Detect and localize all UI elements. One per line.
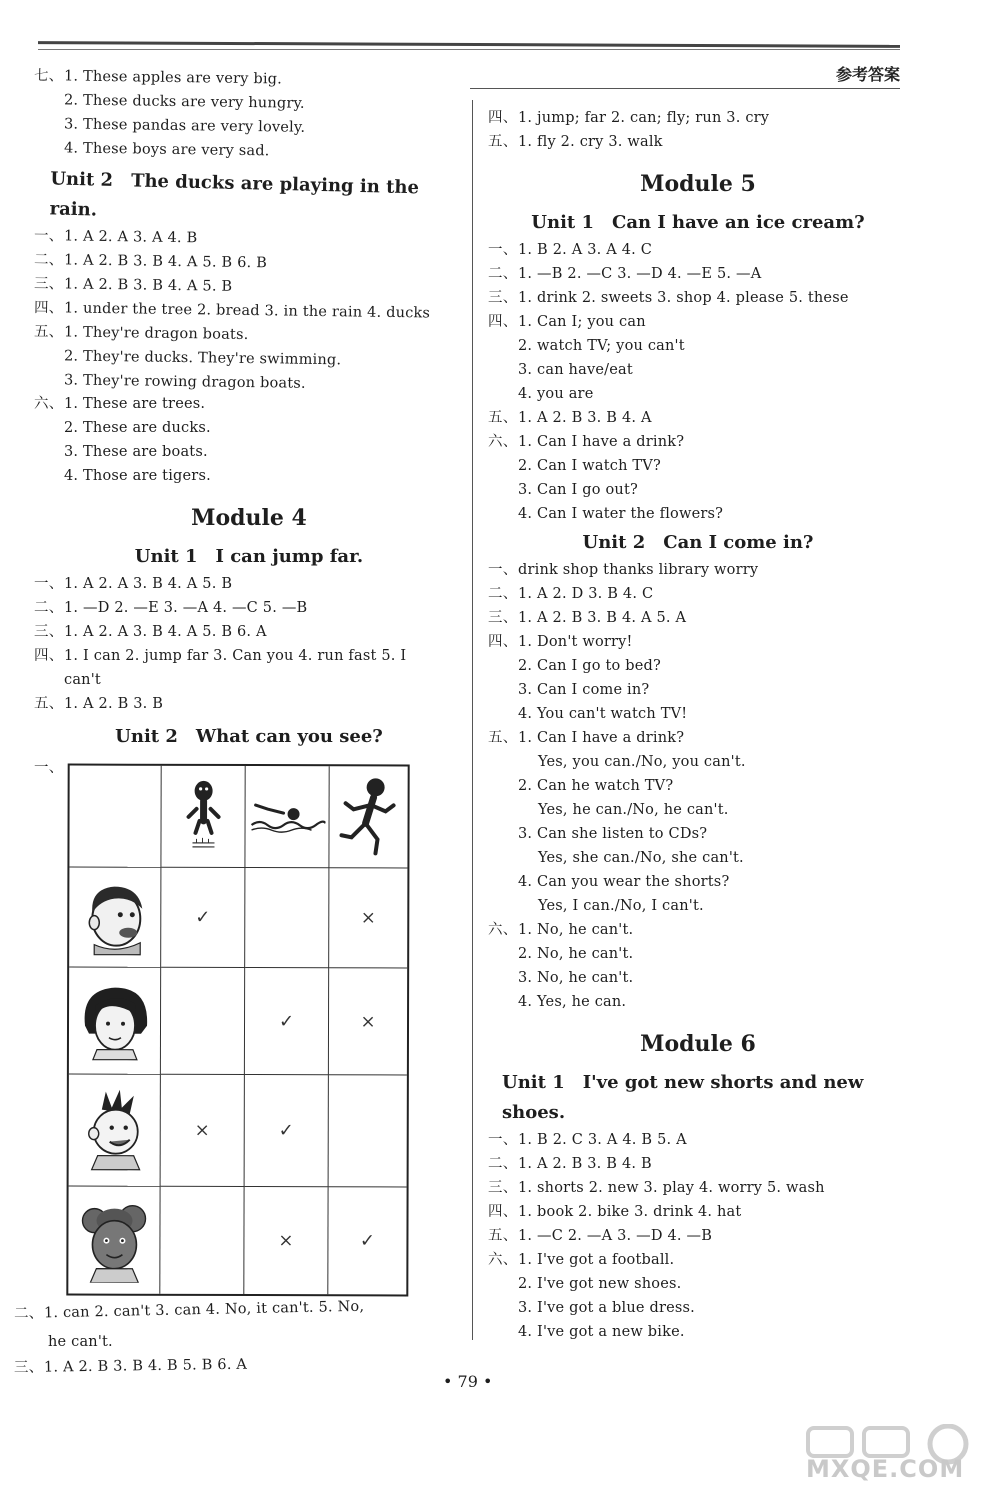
answer-line: 三、1. A 2. B 3. B 4. B 5. B 6. A bbox=[13, 1356, 248, 1376]
run-icon bbox=[329, 766, 407, 868]
answer-line: 五、1. They're dragon boats. bbox=[33, 324, 249, 343]
header-underline bbox=[470, 88, 900, 89]
answer-line: 4. Yes, he can. bbox=[518, 994, 627, 1010]
header-rule-thick bbox=[38, 41, 900, 48]
answer-line: 一、1. A 2. A 3. B 4. A 5. B bbox=[34, 576, 233, 592]
answer-line: 六、1. I've got a football. bbox=[488, 1252, 675, 1268]
answer-line: 二、1. can 2. can't 3. can 4. No, it can't. 5. No, bbox=[13, 1298, 365, 1322]
answer-line: 四、1. Don't worry! bbox=[488, 634, 633, 650]
answer-line: 四、1. book 2. bike 3. drink 4. hat bbox=[488, 1204, 742, 1220]
answer-line: can't bbox=[64, 672, 101, 688]
answer-line: 一、1. B 2. C 3. A 4. B 5. A bbox=[488, 1132, 687, 1148]
table-cell: × bbox=[329, 868, 407, 968]
bun-girl-avatar bbox=[68, 1187, 160, 1294]
answer-line: 三、1. A 2. B 3. B 4. A 5. A bbox=[488, 610, 687, 626]
answer-line: 五、1. Can I have a drink? bbox=[488, 730, 685, 746]
column-divider bbox=[472, 100, 473, 1340]
table-cell bbox=[329, 1075, 407, 1187]
right-column bbox=[488, 106, 908, 1344]
answer-line: 一、1. A 2. A 3. A 4. B bbox=[33, 228, 198, 247]
unit-heading: Unit 2 The ducks are playing in the rain. bbox=[49, 168, 420, 221]
answer-line: 二、1. A 2. D 3. B 4. C bbox=[488, 586, 654, 602]
jump-icon bbox=[161, 766, 245, 868]
spiky-boy-avatar bbox=[69, 1075, 161, 1187]
answer-line: 二、1. A 2. B 3. B 4. B bbox=[488, 1156, 652, 1172]
answer-line: 4. Can you wear the shorts? bbox=[518, 874, 730, 890]
table-cell: × bbox=[161, 1075, 245, 1187]
answer-line: 3. They're rowing dragon boats. bbox=[63, 372, 306, 392]
answer-line: 三、1. shorts 2. new 3. play 4. worry 5. wash bbox=[488, 1180, 825, 1196]
answer-line: 一、drink shop thanks library worry bbox=[488, 562, 759, 578]
answer-line: 2. watch TV; you can't bbox=[518, 338, 685, 354]
answer-line: Yes, you can./No, you can't. bbox=[538, 754, 746, 770]
unit-heading: Unit 1 I've got new shorts and new shoes. bbox=[502, 1072, 864, 1123]
watermark-text: MXQE.COM bbox=[806, 1455, 965, 1483]
girl-face-avatar bbox=[69, 968, 161, 1075]
table-cell bbox=[245, 868, 329, 968]
answer-line: 2. Can I go to bed? bbox=[518, 658, 661, 674]
table-corner bbox=[69, 766, 161, 868]
table-cell: ✓ bbox=[245, 1075, 329, 1187]
answer-line: 四、1. under the tree 2. bread 3. in the rain 4. ducks bbox=[33, 300, 431, 322]
answer-line: 一、1. B 2. A 3. A 4. C bbox=[488, 242, 653, 258]
table-cell: ✓ bbox=[245, 968, 329, 1075]
left-column bbox=[34, 64, 464, 780]
answer-line: 4. Can I water the flowers? bbox=[518, 506, 724, 522]
answer-line: 3. Can I come in? bbox=[518, 682, 650, 698]
answer-line: 一、 bbox=[34, 760, 64, 776]
answer-line: 四、1. Can I; you can bbox=[488, 314, 646, 330]
answer-line: 4. you are bbox=[518, 386, 594, 402]
answer-line: 二、1. —B 2. —C 3. —D 4. —E 5. —A bbox=[488, 266, 762, 282]
table-cell: ✓ bbox=[161, 868, 245, 968]
answer-line: 五、1. A 2. B 3. B bbox=[34, 696, 164, 712]
header-rule-thin bbox=[38, 49, 900, 50]
unit-heading: Unit 2 Can I come in? bbox=[582, 532, 814, 553]
answer-line: 4. I've got a new bike. bbox=[518, 1324, 685, 1340]
answer-line: 二、1. —D 2. —E 3. —A 4. —C 5. —B bbox=[34, 600, 308, 616]
answer-line: 3. No, he can't. bbox=[518, 970, 634, 986]
answer-line: 三、1. A 2. B 3. B 4. A 5. B bbox=[33, 276, 233, 295]
answer-line: 4. You can't watch TV! bbox=[518, 706, 688, 722]
answer-line: 三、1. A 2. A 3. B 4. A 5. B 6. A bbox=[34, 624, 267, 640]
answer-line: 2. No, he can't. bbox=[518, 946, 634, 962]
unit-heading: Unit 1 I can jump far. bbox=[134, 546, 364, 567]
boy-face-avatar bbox=[69, 868, 161, 968]
answer-line: 四、1. jump; far 2. can; fly; run 3. cry bbox=[488, 110, 770, 126]
answer-line: 3. I've got a blue dress. bbox=[518, 1300, 695, 1316]
answer-line: 2. I've got new shoes. bbox=[518, 1276, 682, 1292]
answer-line: 3. Can I go out? bbox=[518, 482, 638, 498]
answer-line: 四、1. I can 2. jump far 3. Can you 4. run fast 5. I bbox=[34, 648, 407, 664]
answer-line: 2. They're ducks. They're swimming. bbox=[63, 348, 342, 369]
module-heading: Module 5 bbox=[640, 171, 756, 197]
answer-line: 六、1. Can I have a drink? bbox=[488, 434, 685, 450]
answer-line: 4. These boys are very sad. bbox=[63, 140, 270, 160]
answer-line: 4. Those are tigers. bbox=[64, 468, 211, 484]
table-cell: × bbox=[329, 968, 407, 1075]
answer-line: 3. can have/eat bbox=[518, 362, 633, 378]
answer-line: 六、1. These are trees. bbox=[34, 396, 206, 412]
answer-line: 七、1. These apples are very big. bbox=[33, 68, 283, 88]
swim-icon bbox=[245, 766, 329, 868]
answer-line: 3. Can she listen to CDs? bbox=[518, 826, 708, 842]
answer-line: 五、1. fly 2. cry 3. walk bbox=[488, 134, 663, 150]
answer-line: 六、1. No, he can't. bbox=[488, 922, 634, 938]
left-bottom bbox=[13, 1298, 464, 1380]
table-cell: × bbox=[244, 1187, 328, 1294]
table-cell bbox=[160, 1187, 244, 1294]
answer-line: 2. Can he watch TV? bbox=[518, 778, 674, 794]
answer-line: 2. Can I watch TV? bbox=[518, 458, 661, 474]
answer-line: he can't. bbox=[48, 1334, 113, 1350]
answer-line: 五、1. —C 2. —A 3. —D 4. —B bbox=[488, 1228, 713, 1244]
answer-line: 2. These ducks are very hungry. bbox=[63, 92, 305, 112]
answer-line: 五、1. A 2. B 3. B 4. A bbox=[488, 410, 652, 426]
answer-line: 3. These are boats. bbox=[64, 444, 208, 460]
answer-line: 三、1. drink 2. sweets 3. shop 4. please 5. these bbox=[488, 290, 849, 306]
page-number: • 79 • bbox=[443, 1372, 493, 1391]
unit-heading: Unit 1 Can I have an ice cream? bbox=[531, 212, 865, 233]
answer-line: 2. These are ducks. bbox=[64, 420, 211, 436]
answer-line: Yes, she can./No, she can't. bbox=[538, 850, 744, 866]
table-cell: ✓ bbox=[359, 1230, 376, 1252]
module-heading: Module 6 bbox=[640, 1031, 756, 1057]
answer-line: Yes, he can./No, he can't. bbox=[538, 802, 729, 818]
header-title: 参考答案 bbox=[835, 65, 900, 84]
activity-table bbox=[66, 764, 409, 1297]
unit-heading: Unit 2 What can you see? bbox=[115, 726, 383, 747]
answer-line: Yes, I can./No, I can't. bbox=[538, 898, 704, 914]
answer-line: 3. These pandas are very lovely. bbox=[63, 116, 306, 136]
answer-line: 二、1. A 2. B 3. B 4. A 5. B 6. B bbox=[33, 252, 268, 272]
module-heading: Module 4 bbox=[191, 505, 307, 531]
table-cell bbox=[161, 968, 245, 1075]
